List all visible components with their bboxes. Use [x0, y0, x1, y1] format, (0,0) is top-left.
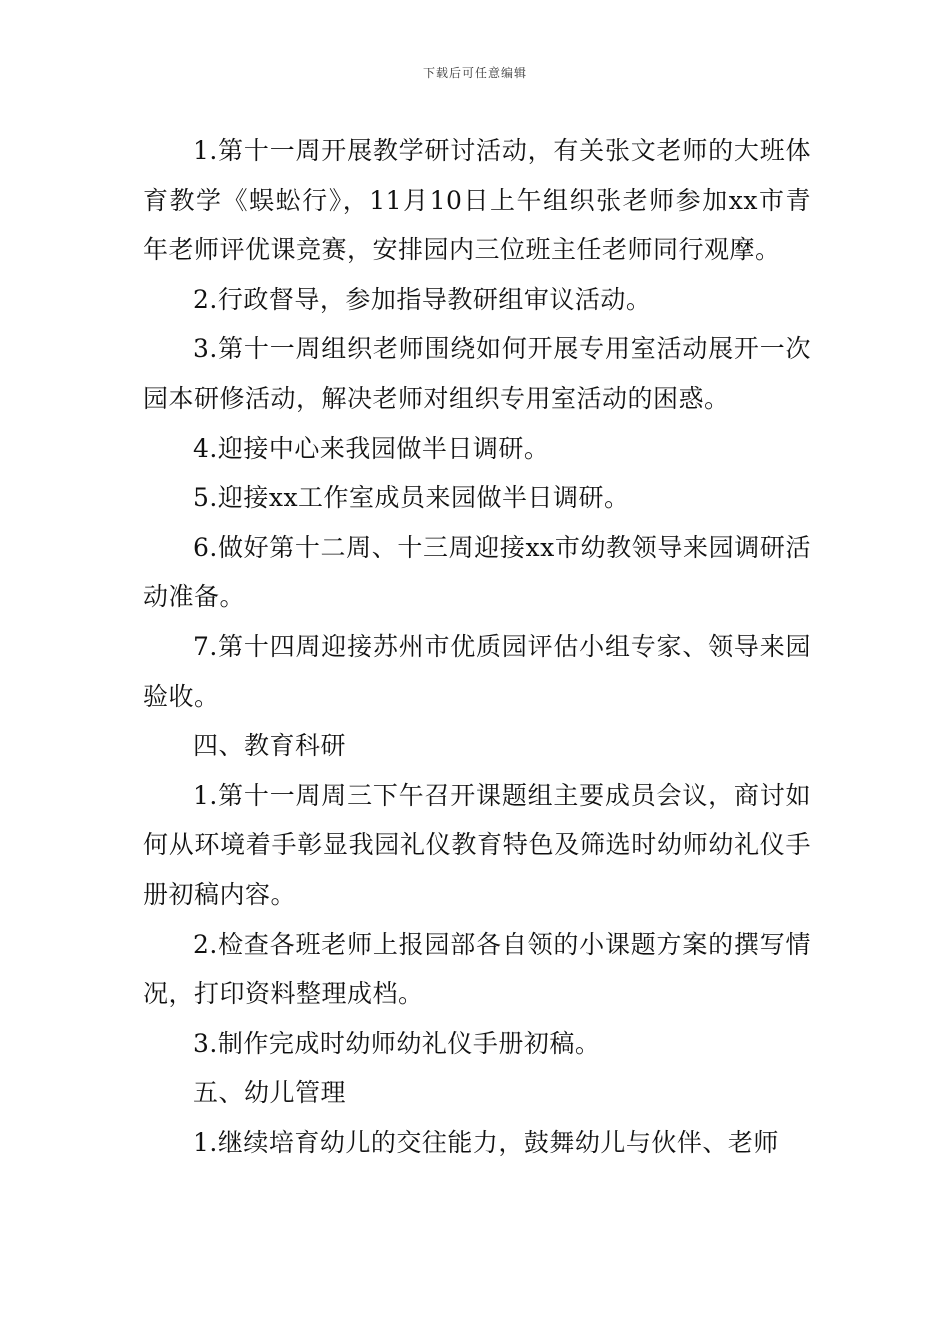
paragraph: 1.继续培育幼儿的交往能力，鼓舞幼儿与伙伴、老师: [193, 1127, 779, 1157]
paragraph: 3.第十一周组织老师围绕如何开展专用室活动展开一次园本研修活动，解决老师对组织专用室活动的困惑。: [143, 334, 811, 413]
section-heading: 四、教育科研: [193, 731, 347, 761]
paragraph: 1.第十一周周三下午召开课题组主要成员会议，商讨如何从环境着手彰显我园礼仪教育特色及筛选时幼师幼礼仪手册初稿内容。: [143, 780, 811, 909]
paragraph: 2.检查各班老师上报园部各自领的小课题方案的撰写情况，打印资料整理成档。: [143, 929, 811, 1009]
paragraph: 4.迎接中心来我园做半日调研。: [193, 433, 550, 463]
paragraph: 3.制作完成时幼师幼礼仪手册初稿。: [193, 1028, 601, 1058]
paragraph: 2.行政督导，参加指导教研组审议活动。: [193, 284, 652, 314]
section-heading: 五、幼儿管理: [193, 1078, 347, 1108]
paragraph: 7.第十四周迎接苏州市优质园评估小组专家、领导来园验收。: [143, 631, 811, 711]
paragraph: 6.做好第十二周、十三周迎接xx市幼教领导来园调研活动准备。: [143, 532, 811, 612]
paragraph: 1.第十一周开展教学研讨活动，有关张文老师的大班体育教学《蜈蚣行》，11月10日上午组织张老师参加xx市青年老师评优课竞赛，安排园内三位班主任老师同行观摩。: [143, 136, 811, 265]
document-body: [143, 126, 811, 1167]
paragraph: 5.迎接xx工作室成员来园做半日调研。: [193, 483, 630, 513]
page-header-note: 下载后可任意编辑: [422, 66, 527, 80]
